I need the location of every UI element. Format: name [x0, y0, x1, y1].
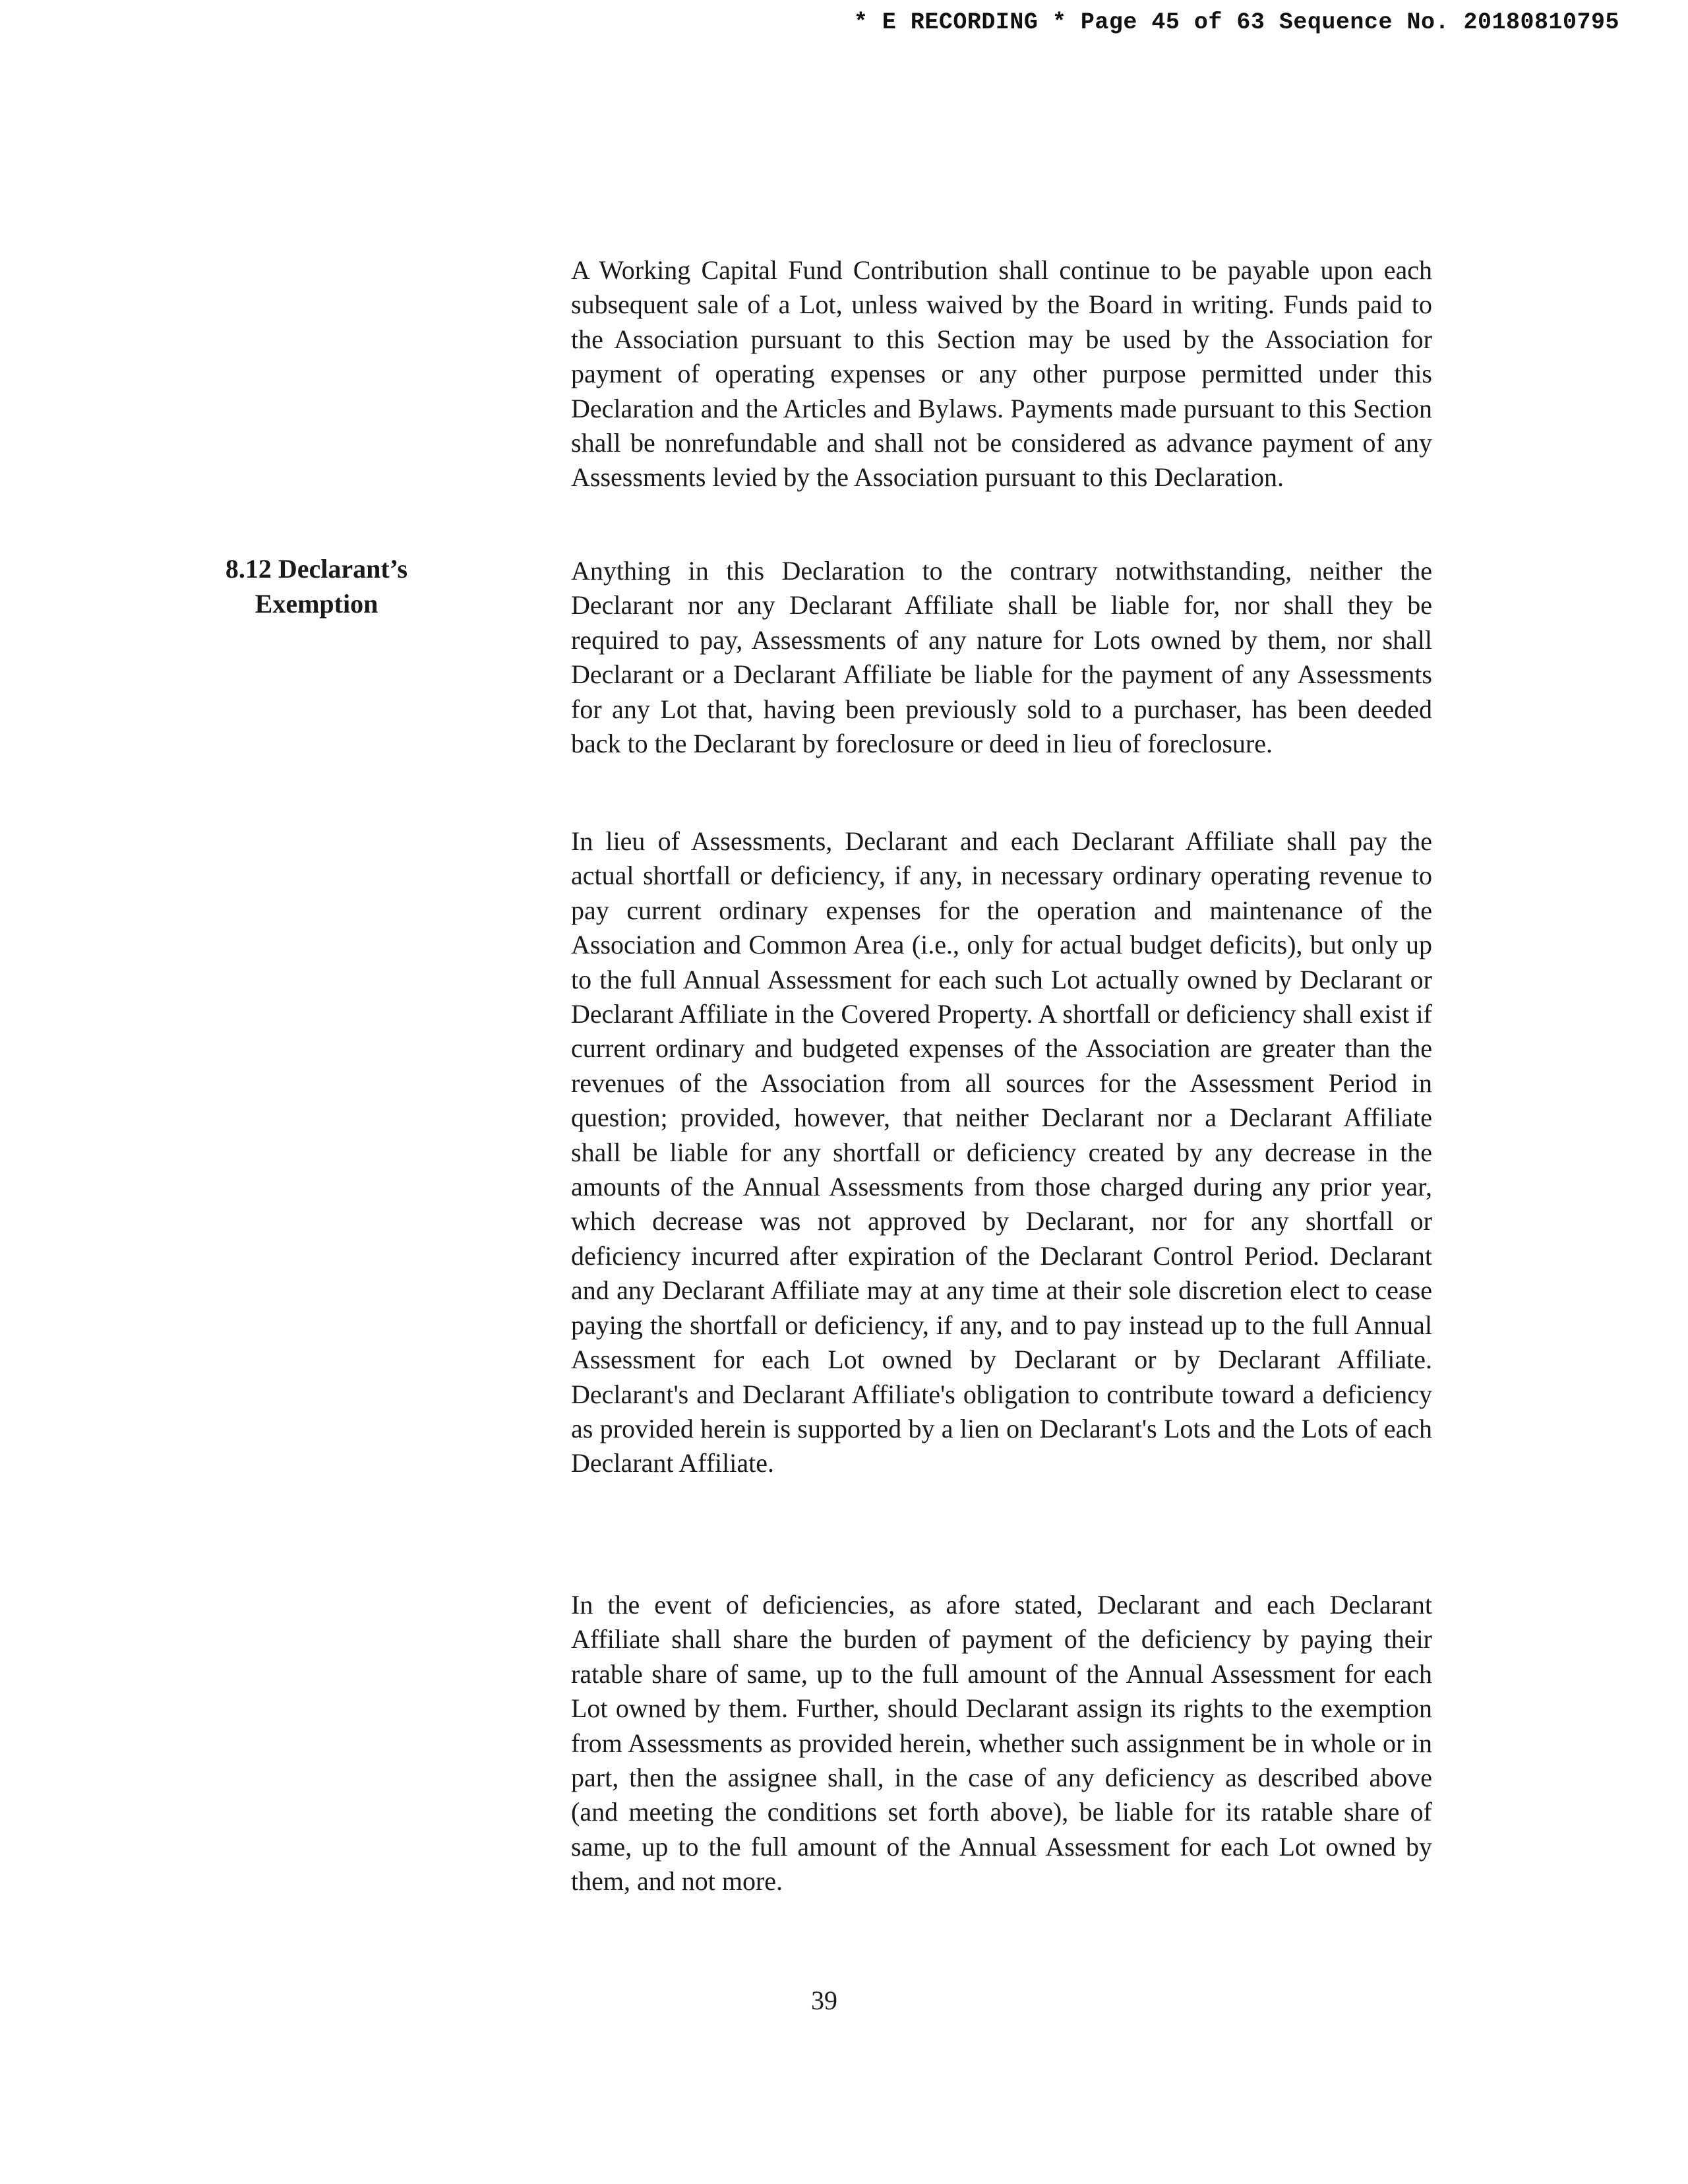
section-heading-line-2: Exemption [255, 589, 378, 619]
section-heading-line-1: 8.12 Declarant’s [225, 554, 408, 584]
paragraph-in-lieu-of-assessments: In lieu of Assessments, Declarant and each Declarant Affiliate shall pay the actual shortfall or deficiency, if any, in necessary ordinary operating revenue to pay current ordinary expenses for the operation and maintenance of the Association and Common Area (i.e., only for actual budget deficits), but only up to the full Annual Assessment for each such Lot actually owned by Declarant or Declarant Affiliate in the Covered Property. A shortfall or deficiency shall exist if current ordinary and budgeted expenses of the Association are greater than the revenues of the Association from all sources for the Assessment Period in question; provided, however, that neither Declarant nor a Declarant Affiliate shall be liable for any shortfall or deficiency created by any decrease in the amounts of the Annual Assessments from those charged during any prior year, which decrease was not approved by Declarant, nor for any shortfall or deficiency incurred after expiration of the Declarant Control Period. Declarant and any Declarant Affiliate may at any time at their sole discretion elect to cease paying the shortfall or deficiency, if any, and to pay instead up to the full Annual Assessment for each Lot owned by Declarant or by Declarant Affiliate. Declarant's and Declarant Affiliate's obligation to contribute toward a deficiency as provided herein is supported by a lien on Declarant's Lots and the Lots of each Declarant Affiliate. [571, 826, 1432, 1478]
page-number: 39 [811, 1986, 837, 2015]
section-heading [165, 551, 468, 621]
paragraph-working-capital: A Working Capital Fund Contribution shall continue to be payable upon each subsequent sale of a Lot, unless waived by the Board in writing. Funds paid to the Association pursuant to this Section may be used by the Association for payment of operating expenses or any other purpose permitted under this Declaration and the Articles and Bylaws. Payments made pursuant to this Section shall be nonrefundable and shall not be considered as advance payment of any Assessments levied by the Association pursuant to this Declaration. [571, 255, 1432, 493]
paragraph-exemption: Anything in this Declaration to the contrary notwithstanding, neither the Declarant nor any Declarant Affiliate shall be liable for, nor shall they be required to pay, Assessments of any nature for Lots owned by them, nor shall Declarant or a Declarant Affiliate be liable for the payment of any Assessments for any Lot that, having been previously sold to a purchaser, has been deeded back to the Declarant by foreclosure or deed in lieu of foreclosure. [571, 556, 1432, 759]
recording-header: * E RECORDING * Page 45 of 63 Sequence No. 20180810795 [853, 9, 1619, 36]
paragraph-deficiencies: In the event of deficiencies, as afore stated, Declarant and each Declarant Affiliate shall share the burden of payment of the deficiency by paying their ratable share of same, up to the full amount of the Annual Assessment for each Lot owned by them. Further, should Declarant assign its rights to the exemption from Assessments as provided herein, whether such assignment be in whole or in part, then the assignee shall, in the case of any deficiency as described above (and meeting the conditions set forth above), be liable for its ratable share of same, up to the full amount of the Annual Assessment for each Lot owned by them, and not more. [571, 1590, 1432, 1896]
